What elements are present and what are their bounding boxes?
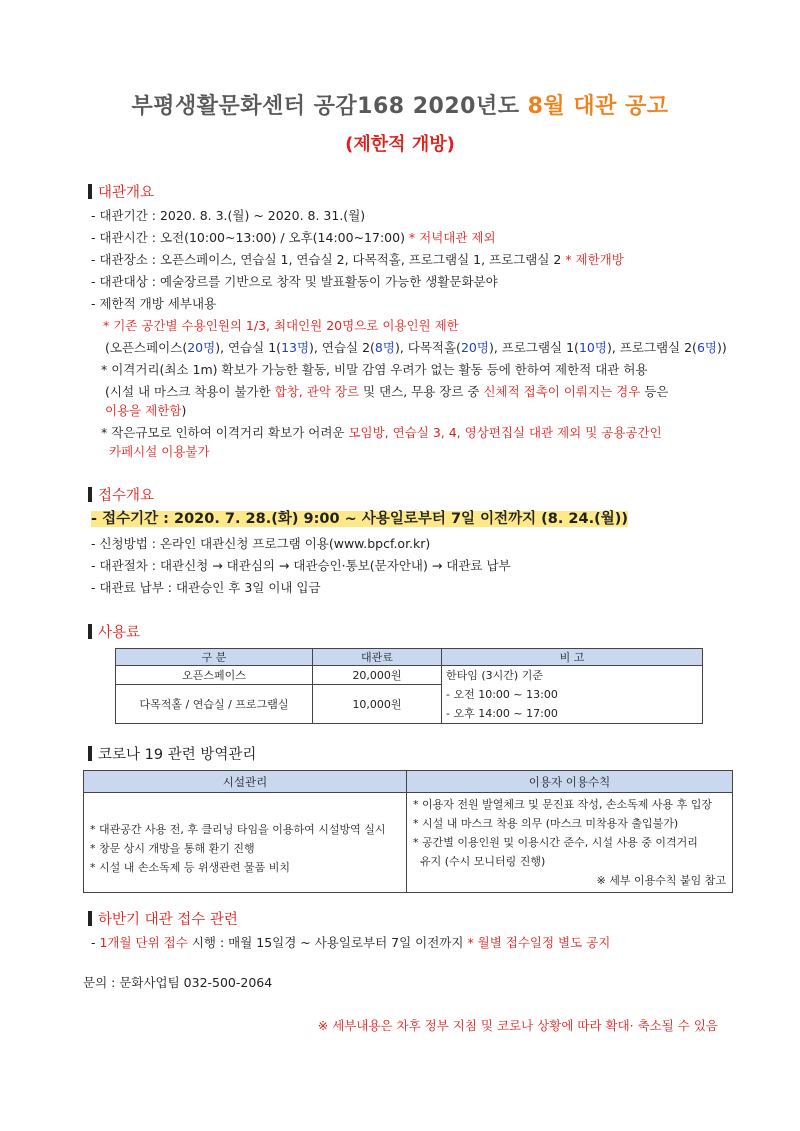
corona-header-user: 이용자 이용수칙 [407, 771, 733, 793]
overview-distance: * 이격거리(최소 1m) 확보가 가능한 활동, 비말 감염 우려가 없는 활동 등에 한하여 제한적 대관 허용 [101, 362, 648, 377]
section-reception-heading: 접수개요 [88, 484, 154, 505]
table-row: 다목적홀 / 연습실 / 프로그램실 10,000원 [116, 685, 703, 724]
corona-facility-cell: * 대관공간 사용 전, 후 클리닝 타임을 이용하여 시설방역 실시 * 창문 상시 개방을 통해 환기 진행 * 시설 내 손소독제 등 위생관련 물품 비치 [84, 793, 407, 893]
section-corona-heading: 코로나 19 관련 방역관리 [88, 743, 256, 764]
fee-header-fee: 대관료 [313, 649, 442, 666]
section-bar-icon [88, 746, 92, 761]
overview-period: - 대관기간 : 2020. 8. 3.(월) ~ 2020. 8. 31.(월) [91, 208, 366, 223]
section-overview-heading: 대관개요 [88, 181, 154, 202]
fee-notes: 한타임 (3시간) 기준 - 오전 10:00 ~ 13:00 - 오후 14:00 ~ 17:00 [442, 666, 703, 724]
corona-header-facility: 시설관리 [84, 771, 407, 793]
fee-header-category: 구 분 [116, 649, 313, 666]
reception-method: - 신청방법 : 온라인 대관신청 프로그램 이용(www.bpcf.or.kr) [91, 536, 431, 551]
overview-small-line2: 카페시설 이용불가 [109, 444, 210, 459]
page-title [0, 89, 800, 120]
section-bar-icon [88, 184, 92, 199]
overview-small: * 작은규모로 인하여 이격거리 확보가 어려운 모임방, 연습실 3, 4, 영상편집실 대관 제외 및 공용공간인 [101, 425, 662, 440]
table-row: 오픈스페이스 20,000원 한타임 (3시간) 기준 - 오전 10:00 ~ 13:00 - 오후 14:00 ~ 17:00 [116, 666, 703, 685]
corona-user-cell: * 이용자 전원 발열체크 및 문진표 작성, 손소독제 사용 후 입장 * 시설 내 마스크 착용 의무 (마스크 미착용자 출입불가) * 공간별 이용인원 및 이용시간 준수, 시설 사용 중 이격거리 유지 (수시 모니터링 진행) ※ 세부 이용수칙 붙임 참고 [407, 793, 733, 893]
overview-limit: * 기존 공간별 수용인원의 1/3, 최대인원 20명으로 이용인원 제한 [103, 318, 459, 333]
overview-detail: - 제한적 개방 세부내용 [91, 296, 217, 311]
section-bar-icon [88, 911, 92, 926]
reception-payment: - 대관료 납부 : 대관승인 후 3일 이내 입금 [91, 580, 321, 595]
table-row [84, 793, 733, 893]
corona-table [83, 770, 733, 893]
overview-time: - 대관시간 : 오전(10:00~13:00) / 오후(14:00~17:00) * 저녁대관 제외 [91, 230, 496, 245]
reception-period: - 접수기간 : 2020. 7. 28.(화) 9:00 ~ 사용일로부터 7일 이전까지 (8. 24.(월)) [91, 511, 629, 527]
fee-header-note: 비 고 [442, 649, 703, 666]
section-bar-icon [88, 487, 92, 502]
section-second-half-heading: 하반기 대관 접수 관련 [88, 908, 238, 929]
contact-info: 문의 : 문화사업팀 032-500-2064 [83, 975, 273, 990]
page-subtitle: (제한적 개방) [345, 134, 455, 155]
title-highlight: 8월 대관 공고 [527, 94, 669, 119]
overview-place: - 대관장소 : 오픈스페이스, 연습실 1, 연습실 2, 다목적홀, 프로그램실 1, 프로그램실 2 * 제한개방 [91, 252, 624, 267]
fee-table [115, 648, 703, 724]
section-fee-heading: 사용료 [88, 621, 140, 642]
second-half-line: - 1개월 단위 접수 시행 : 매월 15일경 ~ 사용일로부터 7일 이전까지 * 월별 접수일정 별도 공지 [91, 935, 611, 950]
overview-mask: (시설 내 마스크 착용이 불가한 합창, 관악 장르 및 댄스, 무용 장르 중 신체적 접촉이 이뤄지는 경우 등은 [105, 384, 669, 399]
corona-reference: ※ 세부 이용수칙 붙임 참고 [596, 874, 726, 887]
title-main: 부평생활문화센터 공감168 2020년도 [131, 94, 528, 119]
overview-target: - 대관대상 : 예술장르를 기반으로 창작 및 발표활동이 가능한 생활문화분야 [91, 274, 498, 289]
section-bar-icon [88, 624, 92, 639]
footer-note: ※ 세부내용은 차후 정부 지침 및 코로나 상황에 따라 확대· 축소될 수 있음 [317, 1018, 718, 1033]
overview-capacity: (오픈스페이스(20명), 연습실 1(13명), 연습실 2(8명), 다목적홀(20명), 프로그램실 1(10명), 프로그램실 2(6명)) [105, 340, 727, 355]
reception-procedure: - 대관절차 : 대관신청 → 대관심의 → 대관승인·통보(문자안내) → 대관료 납부 [91, 558, 511, 573]
overview-mask-line2: 이용을 제한함) [105, 403, 187, 418]
